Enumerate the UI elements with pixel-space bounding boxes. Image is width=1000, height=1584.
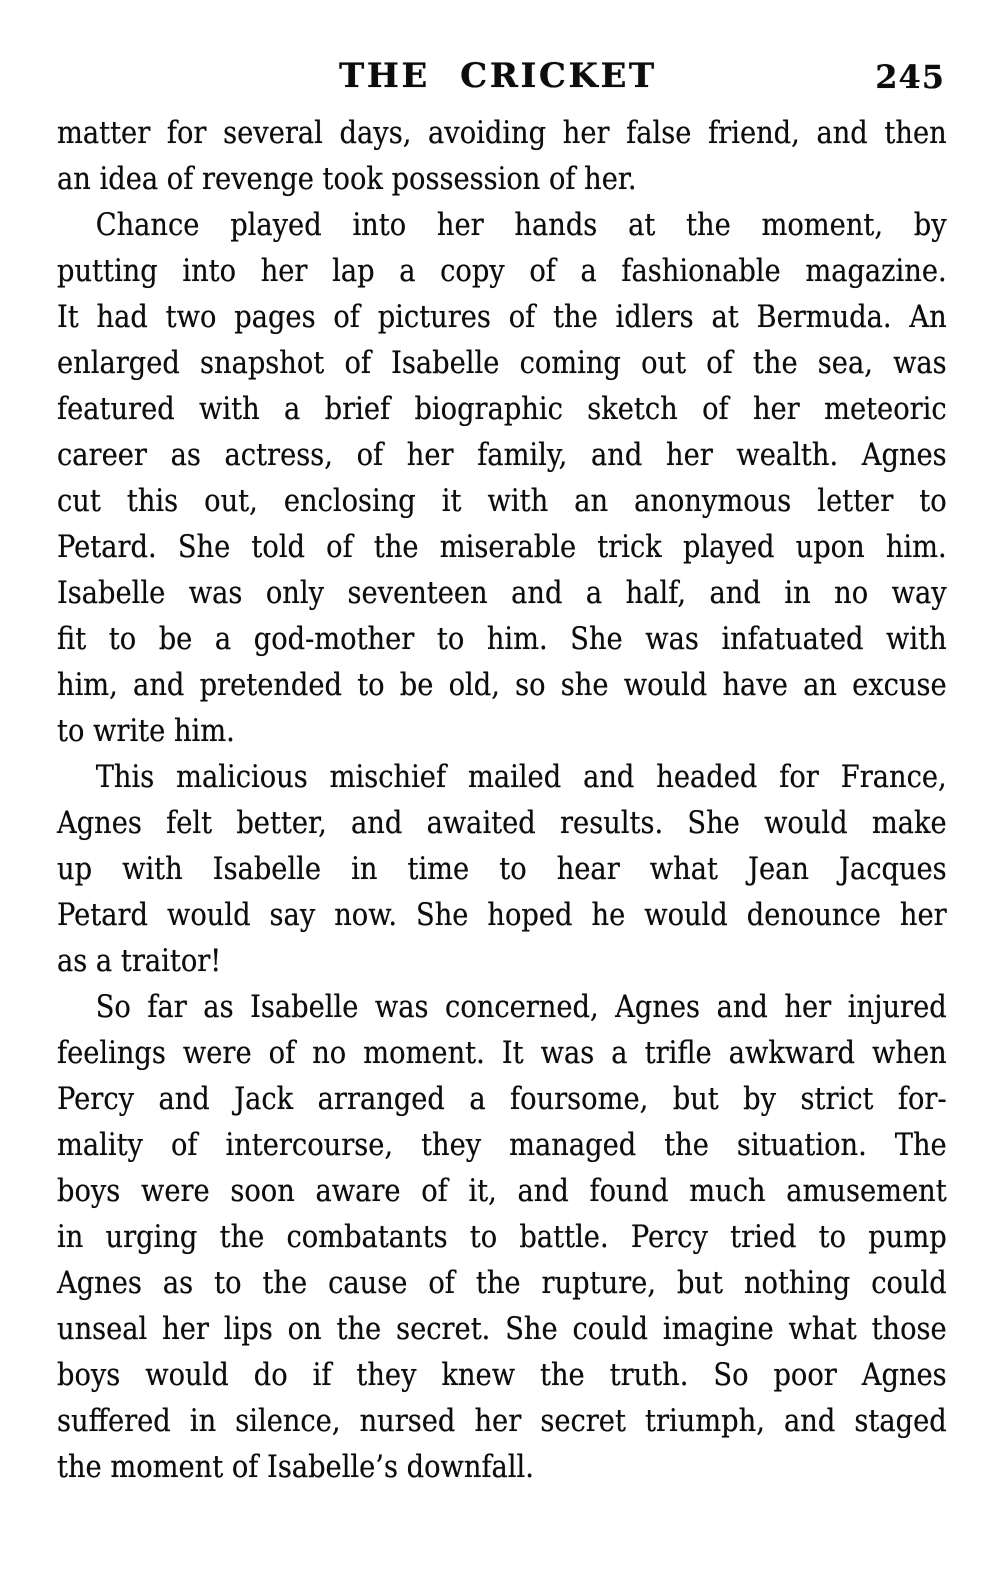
text-line: Chance played into her hands at the moment, by <box>95 207 947 243</box>
text-line: mality of intercourse, they managed the situation. The <box>57 1127 947 1163</box>
text-line: career as actress, of her family, and her wealth. Agnes <box>57 437 947 473</box>
running-title: THE CRICKET <box>338 56 657 96</box>
text-line: Percy and Jack arranged a foursome, but by strict for- <box>57 1081 947 1117</box>
page-header <box>57 56 945 98</box>
text-line: fit to be a god-mother to him. She was infatuated with <box>57 621 947 657</box>
text-line: Agnes as to the cause of the rupture, but nothing could <box>57 1265 947 1301</box>
text-line: Petard. She told of the miserable trick played upon him. <box>57 529 947 565</box>
text-line: unseal her lips on the secret. She could imagine what those <box>57 1311 947 1347</box>
text-line: cut this out, enclosing it with an anonymous letter to <box>57 483 947 519</box>
text-line: Isabelle was only seventeen and a half, and in no way <box>57 575 947 611</box>
text-line: enlarged snapshot of Isabelle coming out of the sea, was <box>57 345 947 381</box>
text-line: to write him. <box>57 713 235 749</box>
paragraph <box>57 754 947 984</box>
body-text <box>57 110 947 1490</box>
paragraph <box>57 110 947 202</box>
text-line: boys were soon aware of it, and found much amusement <box>57 1173 947 1209</box>
text-line: This malicious mischief mailed and headed for France, <box>95 759 947 795</box>
text-line: featured with a brief biographic sketch of her meteoric <box>57 391 947 427</box>
text-line: So far as Isabelle was concerned, Agnes and her injured <box>95 989 947 1025</box>
text-line: It had two pages of pictures of the idlers at Bermuda. An <box>57 299 947 335</box>
text-line: up with Isabelle in time to hear what Jean Jacques <box>57 851 947 887</box>
text-line: Petard would say now. She hoped he would denounce her <box>57 897 947 933</box>
text-line: boys would do if they knew the truth. So poor Agnes <box>57 1357 947 1393</box>
paragraph <box>57 984 947 1490</box>
text-line: feelings were of no moment. It was a trifle awkward when <box>57 1035 947 1071</box>
text-line: the moment of Isabelle’s downfall. <box>57 1449 534 1485</box>
text-line: suffered in silence, nursed her secret triumph, and staged <box>57 1403 947 1439</box>
page-number: 245 <box>875 58 945 96</box>
text-line: in urging the combatants to battle. Percy tried to pump <box>57 1219 947 1255</box>
text-line: as a traitor! <box>57 943 222 979</box>
text-line: putting into her lap a copy of a fashionable magazine. <box>57 253 947 289</box>
text-line: an idea of revenge took possession of her. <box>57 161 637 197</box>
paragraph <box>57 202 947 754</box>
text-line: him, and pretended to be old, so she would have an excuse <box>57 667 947 703</box>
text-line: matter for several days, avoiding her false friend, and then <box>57 115 947 151</box>
text-line: Agnes felt better, and awaited results. She would make <box>57 805 947 841</box>
